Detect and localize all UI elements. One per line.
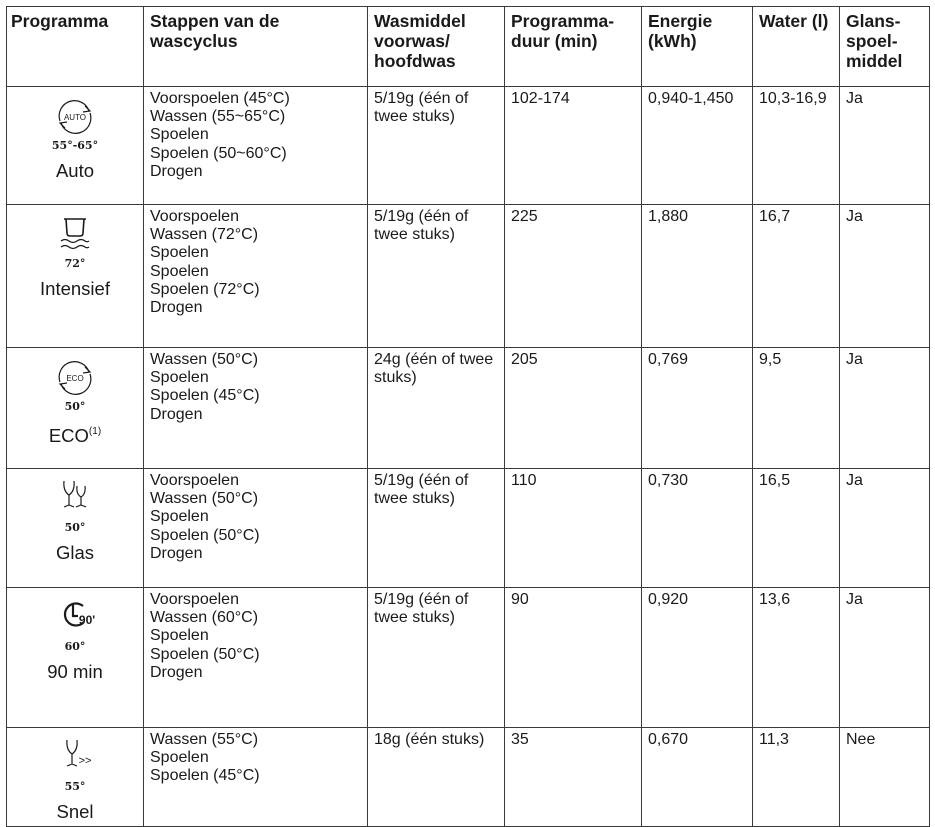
table-row (7, 588, 930, 728)
header-energy: Energie (kWh) (642, 7, 753, 87)
detergent-cell: 18g (één stuks) (368, 728, 505, 827)
header-duration: Programma-duur (min) (505, 7, 642, 87)
step: Spoelen (150, 508, 209, 526)
steps-cell (144, 87, 368, 205)
step: Drogen (150, 544, 203, 562)
rinse-aid-cell: Ja (840, 205, 930, 348)
clock-icon-label: 90' (78, 613, 96, 627)
water-cell: 16,7 (753, 205, 840, 348)
table-row (7, 348, 930, 469)
table-row (7, 469, 930, 588)
header-steps: Stappen van de wascyclus (144, 7, 368, 87)
header-water: Water (l) (753, 7, 840, 87)
program-name-text: 90 min (47, 661, 103, 682)
program-name (11, 421, 139, 447)
step: Spoelen (150, 126, 209, 144)
program-name-text: Snel (56, 801, 94, 822)
step: Spoelen (50~60°C) (150, 144, 287, 162)
steps-cell (144, 205, 368, 348)
header-program: Programma (7, 7, 144, 87)
step: Wassen (50°C) (150, 351, 259, 368)
header-row (7, 7, 930, 87)
header-detergent: Wasmiddel voorwas/ hoofdwas (368, 7, 505, 87)
steps-cell (144, 348, 368, 469)
duration-cell: 35 (505, 728, 642, 827)
program-name (11, 160, 139, 182)
water-cell: 11,3 (753, 728, 840, 827)
program-name (11, 278, 139, 300)
program-cell (7, 588, 144, 728)
energy-cell: 0,769 (642, 348, 753, 469)
step: Spoelen (150, 369, 209, 387)
steps-cell (144, 728, 368, 827)
duration-cell: 102-174 (505, 87, 642, 205)
step: Spoelen (150, 749, 209, 767)
program-cell (7, 469, 144, 588)
detergent-cell: 5/19g (één of twee stuks) (368, 87, 505, 205)
step: Voorspoelen (150, 472, 239, 489)
step: Voorspoelen (45°C) (150, 90, 290, 107)
rinse-aid-cell: Ja (840, 348, 930, 469)
rinse-aid-cell: Nee (840, 728, 930, 827)
program-temperature: 50° (64, 521, 86, 534)
auto-icon (45, 95, 105, 139)
program-cell (7, 728, 144, 827)
rapid-icon-label: >> (78, 755, 92, 767)
duration-cell: 90 (505, 588, 642, 728)
table-row (7, 205, 930, 348)
program-name-text: ECO (48, 425, 89, 446)
program-temperature: 60° (64, 640, 86, 653)
auto-icon-label: AUTO (63, 113, 87, 122)
water-cell: 10,3-16,9 (753, 87, 840, 205)
program-cell (7, 87, 144, 205)
program-name-text: Intensief (40, 278, 110, 299)
step: Drogen (150, 299, 203, 317)
program-cell (7, 205, 144, 348)
glass-icon (45, 477, 105, 521)
step: Spoelen (45°C) (150, 387, 260, 405)
eco-icon (45, 356, 105, 400)
program-temperature: 50° (64, 400, 86, 413)
step: Spoelen (150, 627, 209, 645)
duration-cell: 110 (505, 469, 642, 588)
program-temperature: 72° (64, 257, 86, 270)
step: Spoelen (72°C) (150, 280, 260, 298)
rapid-glass-icon (45, 736, 105, 780)
step: Drogen (150, 405, 203, 423)
program-name-text: Glas (55, 542, 95, 563)
program-name (11, 661, 139, 683)
header-rinse-aid: Glans-spoel-middel (840, 7, 930, 87)
step: Spoelen (50°C) (150, 645, 260, 663)
rinse-aid-cell: Ja (840, 469, 930, 588)
step: Voorspoelen (150, 591, 239, 608)
step: Spoelen (150, 262, 209, 280)
rinse-aid-cell: Ja (840, 87, 930, 205)
energy-cell: 1,880 (642, 205, 753, 348)
steps-cell (144, 469, 368, 588)
step: Wassen (55°C) (150, 731, 259, 748)
energy-cell: 0,730 (642, 469, 753, 588)
step: Wassen (60°C) (150, 609, 259, 627)
intensive-pot-icon (45, 213, 105, 257)
energy-cell: 0,920 (642, 588, 753, 728)
step: Spoelen (50°C) (150, 526, 260, 544)
step: Wassen (72°C) (150, 226, 259, 244)
steps-cell (144, 588, 368, 728)
program-table (6, 6, 930, 827)
detergent-cell: 5/19g (één of twee stuks) (368, 205, 505, 348)
clock-90-icon (45, 596, 105, 640)
water-cell: 13,6 (753, 588, 840, 728)
detergent-cell: 5/19g (één of twee stuks) (368, 588, 505, 728)
table-row (7, 728, 930, 827)
water-cell: 9,5 (753, 348, 840, 469)
water-cell: 16,5 (753, 469, 840, 588)
detergent-cell: 24g (één of twee stuks) (368, 348, 505, 469)
duration-cell: 205 (505, 348, 642, 469)
step: Drogen (150, 663, 203, 681)
program-cell (7, 348, 144, 469)
step: Spoelen (45°C) (150, 767, 260, 785)
program-temperature: 55° (64, 780, 86, 793)
step: Drogen (150, 162, 203, 180)
duration-cell: 225 (505, 205, 642, 348)
energy-cell: 0,940-1,450 (642, 87, 753, 205)
footnote-marker: (1) (88, 426, 102, 437)
step: Spoelen (150, 244, 209, 262)
eco-icon-label: ECO (66, 374, 84, 383)
energy-cell: 0,670 (642, 728, 753, 827)
step: Voorspoelen (150, 208, 239, 225)
step: Wassen (50°C) (150, 490, 259, 508)
program-temperature: 55°-65° (51, 139, 99, 152)
program-name (11, 801, 139, 823)
detergent-cell: 5/19g (één of twee stuks) (368, 469, 505, 588)
step: Wassen (55~65°C) (150, 108, 286, 126)
program-name-text: Auto (55, 160, 95, 181)
program-name (11, 542, 139, 564)
table-row (7, 87, 930, 205)
rinse-aid-cell: Ja (840, 588, 930, 728)
